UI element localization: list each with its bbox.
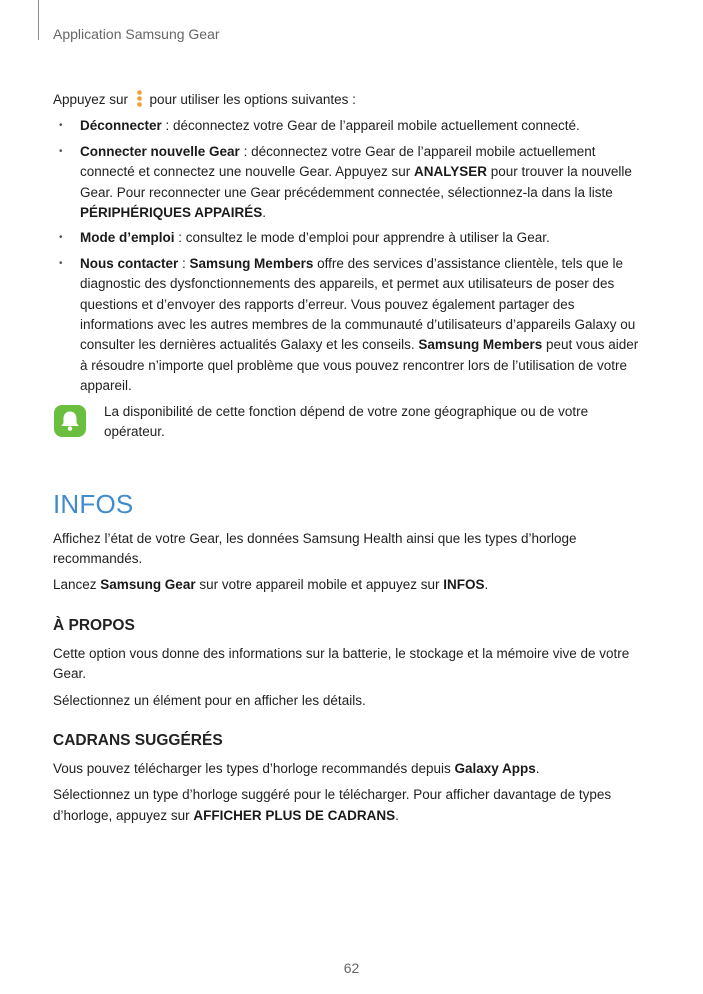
bell-icon	[53, 404, 87, 438]
infos-instruction: Lancez Samsung Gear sur votre appareil mobile et appuyez sur INFOS.	[53, 577, 489, 593]
page-content	[53, 90, 649, 832]
subsection-title-cadrans: CADRANS SUGGÉRÉS	[53, 731, 223, 749]
list-item: • Mode d’emploi : consultez le mode d’emploi pour apprendre à utiliser la Gear.	[53, 228, 649, 248]
a-propos-description: Cette option vous donne des informations sur la batterie, le stockage et la mémoire vive de votre Gear.	[53, 645, 630, 682]
note-text: La disponibilité de cette fonction dépend de votre zone géographique ou de votre opérateur.	[104, 403, 589, 440]
options-intro: Appuyez sur pour utiliser les options suivantes :	[53, 92, 356, 107]
infos-description: Affichez l’état de votre Gear, les données Samsung Health ainsi que les types d’horloge recommandés.	[53, 530, 577, 566]
note-box	[53, 402, 649, 443]
options-list	[53, 116, 649, 396]
cadrans-download-text: Vous pouvez télécharger les types d’horloge recommandés depuis Galaxy Apps.	[53, 760, 540, 776]
section-title-infos: INFOS	[53, 488, 134, 519]
list-item: • Connecter nouvelle Gear : déconnectez votre Gear de l’appareil mobile actuellement connecté et connectez une nouvelle Gear. Appuyez sur ANALYSER pour trouver la nouvelle Gear. Pour reconnecter une Gear précédemment connectée, sélectionnez-la dans la liste PÉRIPHÉRIQUES APPAIRÉS.	[53, 142, 649, 224]
more-options-icon	[136, 90, 143, 107]
header-edge-line	[38, 0, 39, 40]
list-item: • Déconnecter : déconnectez votre Gear de l’appareil mobile actuellement connecté.	[53, 116, 649, 136]
list-item: • Nous contacter : Samsung Members offre des services d’assistance clientèle, tels que le diagnostic des dysfonctionnements des appareils, et permet aux utilisateurs de poser des questions et d’envoyer des rapports d’erreur. Vous pouvez également partager des informations avec les autres membres de la communauté d’utilisateurs d’appareils Galaxy ou consulter les dernières actualités Galaxy et les conseils. Samsung Members peut vous aider à résoudre n’importe quel problème que vous pouvez rencontrer lors de l’utilisation de votre appareil.	[53, 254, 649, 397]
page-number: 62	[343, 960, 360, 976]
cadrans-instruction: Sélectionnez un type d’horloge suggéré pour le télécharger. Pour afficher davantage de types d’horloge, appuyez sur AFFICHER PLUS DE CADRANS.	[53, 787, 612, 823]
a-propos-instruction: Sélectionnez un élément pour en afficher les détails.	[53, 692, 366, 708]
subsection-title-a-propos: À PROPOS	[53, 616, 135, 634]
running-header: Application Samsung Gear	[53, 26, 220, 42]
